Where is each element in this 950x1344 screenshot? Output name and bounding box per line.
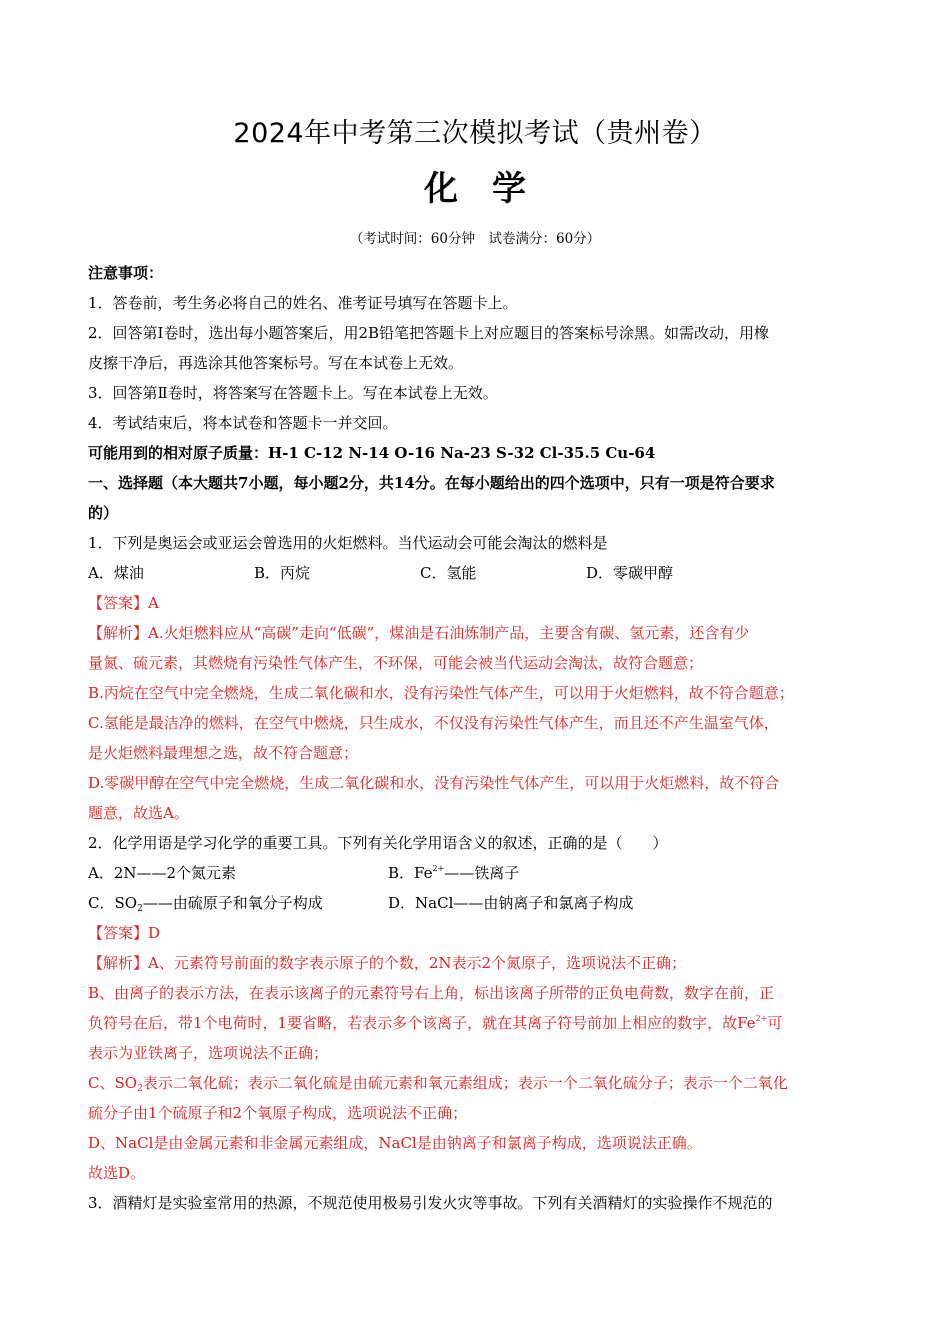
page-title: 2024年中考第三次模拟考试（贵州卷） bbox=[233, 118, 717, 149]
q2-analysis-5-post: 表示二氧化硫；表示二氧化硫是由硫元素和氧元素组成；表示一个二氧化硫分子；表示一个二氧化 bbox=[142, 1074, 788, 1092]
q2-option-c-pre: C．SO bbox=[88, 894, 138, 912]
q2-analysis-line: 故选D。 bbox=[88, 1164, 146, 1182]
q1-stem: 1．下列是奥运会或亚运会曾选用的火炬燃料。当代运动会可能会淘汰的燃料是 bbox=[88, 534, 608, 552]
q2-analysis-line: B、由离子的表示方法，在表示该离子的元素符号右上角，标出该离子所带的正负电荷数，数字在前，正 bbox=[88, 984, 775, 1002]
q2-analysis-line: 表示为亚铁离子，选项说法不正确； bbox=[88, 1044, 329, 1062]
q1-option-d: D．零碳甲醇 bbox=[586, 564, 674, 582]
notice-item-4: 4．考试结束后，将本试卷和答题卡一并交回。 bbox=[88, 414, 398, 432]
atomic-masses: 可能用到的相对原子质量：H-1 C-12 N-14 O-16 Na-23 S-32 Cl-35.5 Cu-64 bbox=[88, 444, 656, 462]
q2-stem: 2．化学用语是学习化学的重要工具。下列有关化学用语含义的叙述，正确的是（ ） bbox=[88, 834, 668, 852]
q1-analysis-line: 是火炬燃料最理想之选，故不符合题意； bbox=[88, 744, 359, 762]
section-heading-line-2: 的） bbox=[88, 504, 119, 522]
q2-analysis-3-post: 可 bbox=[767, 1014, 783, 1032]
q1-analysis-line: C.氢能是最洁净的燃料，在空气中燃烧，只生成水，不仅没有污染性气体产生，而且还不产生温室气体， bbox=[88, 714, 779, 732]
q2-option-c bbox=[88, 888, 388, 918]
q2-option-b bbox=[388, 858, 688, 888]
q1-analysis-line: D.零碳甲醇在空气中完全燃烧，生成二氧化碳和水，没有污染性气体产生，可以用于火炬燃料，故不符合 bbox=[88, 774, 780, 792]
q1-options bbox=[88, 558, 866, 588]
q2-analysis-5-subscript: 2 bbox=[137, 1084, 143, 1094]
document-body bbox=[88, 258, 866, 1218]
q2-analysis-line bbox=[88, 1008, 866, 1038]
section-heading-line-1: 一、选择题（本大题共7小题，每小题2分，共14分。在每小题给出的四个选项中，只有一项是符合要求 bbox=[88, 474, 775, 492]
notice-item-2-line-2: 皮擦干净后，再选涂其他答案标号。写在本试卷上无效。 bbox=[88, 354, 464, 372]
q2-analysis-5-pre: C、SO bbox=[88, 1074, 138, 1092]
q2-analysis-line: D、NaCl是由金属元素和非金属元素组成，NaCl是由钠离子和氯离子构成，选项说法正确。 bbox=[88, 1134, 702, 1152]
exam-info: （考试时间：60分钟 试卷满分：60分） bbox=[349, 231, 601, 247]
q1-analysis-line: 【解析】A.火炬燃料应从“高碳”走向“低碳”，煤油是石油炼制产品，主要含有碳、氢元素，还含有少 bbox=[88, 624, 750, 642]
q1-option-a: A．煤油 bbox=[88, 564, 144, 582]
q2-option-c-post: ——由硫原子和氧分子构成 bbox=[142, 894, 323, 912]
q2-option-b-post: ——铁离子 bbox=[444, 864, 520, 882]
q2-option-a: A．2N——2个氮元素 bbox=[88, 864, 237, 882]
q1-analysis-line: 题意，故选A。 bbox=[88, 804, 189, 822]
q2-analysis-line: 【解析】A、元素符号前面的数字表示原子的个数，2N表示2个氮原子，选项说法不正确； bbox=[88, 954, 687, 972]
q1-answer: 【答案】A bbox=[88, 594, 159, 612]
notice-item-2-line-1: 2．回答第Ⅰ卷时，选出每小题答案后，用2B铅笔把答题卡上对应题目的答案标号涂黑。如需改动，用橡 bbox=[88, 324, 770, 342]
q2-options-row-2 bbox=[88, 888, 866, 918]
q2-option-c-subscript: 2 bbox=[137, 904, 143, 914]
q1-option-b: B．丙烷 bbox=[254, 564, 311, 582]
q2-analysis-line bbox=[88, 1068, 866, 1098]
q1-analysis-line: 量氮、硫元素，其燃烧有污染性气体产生，不环保，可能会被当代运动会淘汰，故符合题意； bbox=[88, 654, 704, 672]
q2-option-d: D．NaCl——由钠离子和氯离子构成 bbox=[388, 894, 634, 912]
q2-answer: 【答案】D bbox=[88, 924, 161, 942]
q2-analysis-3-pre: 负符号在后，带1个电荷时，1要省略，若表示多个该离子，就在其离子符号前加上相应的数字，故Fe bbox=[88, 1014, 756, 1032]
notice-heading: 注意事项： bbox=[88, 264, 164, 282]
q2-analysis-3-charge: 2+ bbox=[755, 1014, 768, 1023]
q2-option-b-pre: B．Fe bbox=[388, 864, 433, 882]
q3-stem: 3．酒精灯是实验室常用的热源，不规范使用极易引发火灾等事故。下列有关酒精灯的实验操作不规范的 bbox=[88, 1194, 773, 1212]
q1-option-c: C．氢能 bbox=[420, 564, 477, 582]
notice-item-3: 3．回答第Ⅱ卷时，将答案写在答题卡上。写在本试卷上无效。 bbox=[88, 384, 498, 402]
q2-analysis-line: 硫分子由1个硫原子和2个氧原子构成，选项说法不正确； bbox=[88, 1104, 468, 1122]
notice-item-1: 1．答卷前，考生务必将自己的姓名、准考证号填写在答题卡上。 bbox=[88, 294, 518, 312]
q2-options-row-1 bbox=[88, 858, 866, 888]
q1-analysis-line: B.丙烷在空气中完全燃烧，生成二氧化碳和水，没有污染性气体产生，可以用于火炬燃料，故不符合题意； bbox=[88, 684, 794, 702]
q2-option-b-charge: 2+ bbox=[432, 864, 445, 873]
subject-title: 化学 bbox=[424, 169, 560, 209]
